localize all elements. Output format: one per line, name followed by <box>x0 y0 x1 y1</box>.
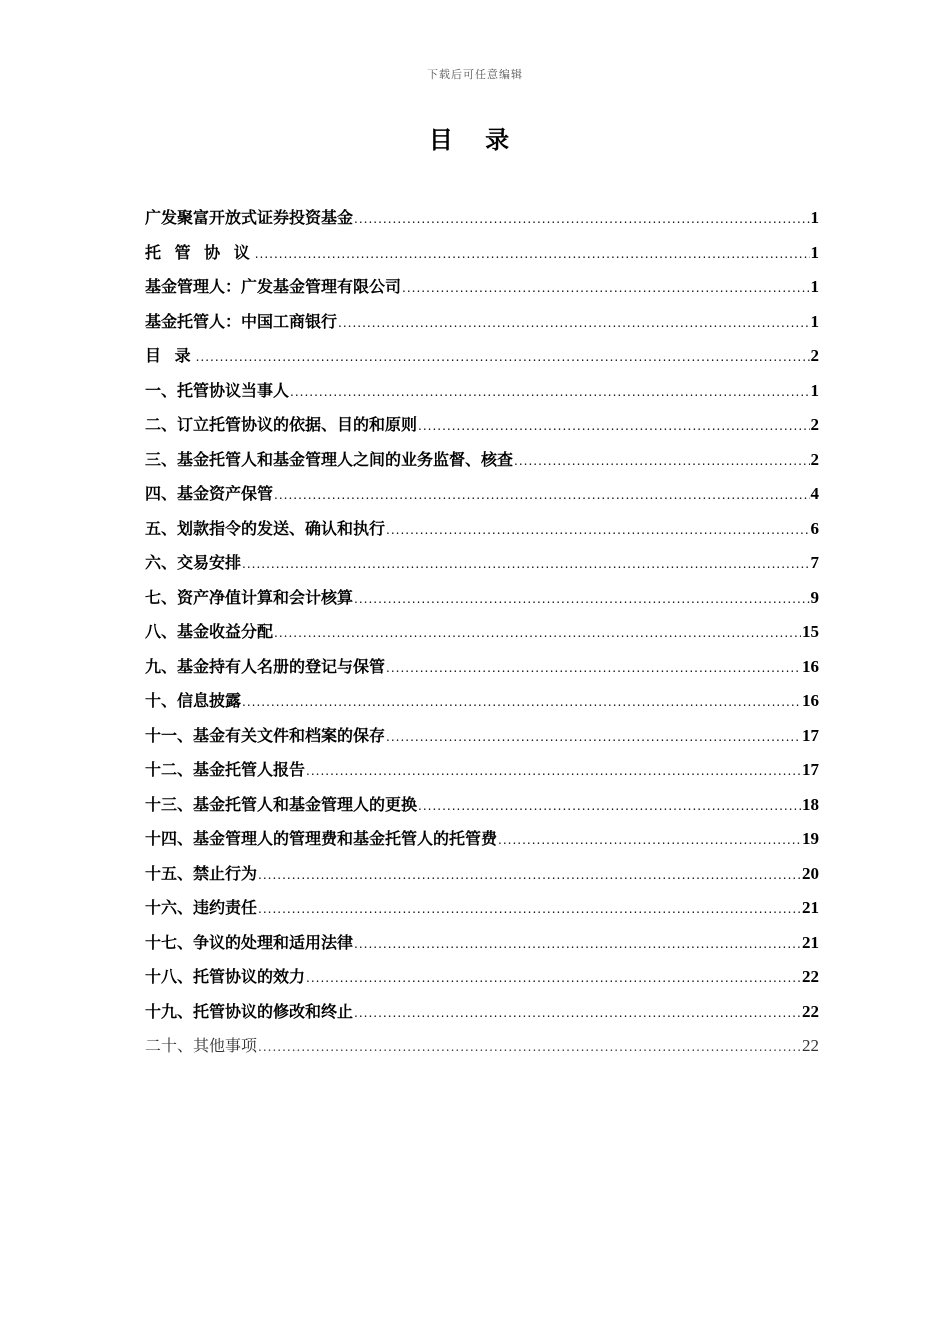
toc-entry-label: 一、托管协议当事人 <box>145 380 290 400</box>
toc-entry[interactable] <box>145 960 819 995</box>
dot-leader <box>258 1030 801 1065</box>
dot-leader <box>242 685 801 720</box>
dot-leader <box>354 582 809 617</box>
toc-entry[interactable] <box>145 374 819 409</box>
toc-entry-label: 十九、托管协议的修改和终止 <box>145 1001 354 1021</box>
toc-entry-page: 15 <box>802 622 819 641</box>
toc-entry-page: 2 <box>810 415 819 434</box>
toc-entry[interactable] <box>145 270 819 305</box>
dot-leader <box>274 616 801 651</box>
page-title: 目 录 <box>428 125 522 154</box>
toc-entry[interactable] <box>145 891 819 926</box>
toc-entry-page: 1 <box>810 380 819 400</box>
toc-entry-page: 1 <box>810 208 819 227</box>
toc-entry-label: 九、基金持有人名册的登记与保管 <box>145 656 386 676</box>
toc-entry-page: 2 <box>810 346 819 365</box>
toc-entry[interactable] <box>145 995 819 1030</box>
toc-entry-page: 17 <box>802 725 819 745</box>
toc-entry-label: 基金管理人：广发基金管理有限公司 <box>145 277 402 296</box>
toc-entry[interactable] <box>145 443 819 478</box>
toc-entry-page: 22 <box>802 1036 819 1055</box>
toc-entry-label: 十八、托管协议的效力 <box>145 967 306 986</box>
toc-entry[interactable] <box>145 477 819 512</box>
toc-entry[interactable] <box>145 684 819 719</box>
toc-entry-label: 目 录 <box>145 346 195 365</box>
toc-entry[interactable] <box>145 650 819 685</box>
toc-entry-label: 十二、基金托管人报告 <box>145 760 306 779</box>
toc-entry-page: 22 <box>802 967 819 986</box>
toc-entry-label: 四、基金资产保管 <box>145 484 274 503</box>
toc-entry-page: 20 <box>802 863 819 883</box>
toc-entry-label: 三、基金托管人和基金管理人之间的业务监督、核查 <box>145 449 514 469</box>
dot-leader <box>354 202 809 237</box>
toc-entry[interactable] <box>145 339 819 374</box>
toc-entry[interactable] <box>145 512 819 547</box>
toc-entry-label: 十五、禁止行为 <box>145 863 258 883</box>
dot-leader <box>196 340 810 375</box>
dot-leader <box>354 927 801 962</box>
toc-entry-page: 7 <box>810 553 819 572</box>
dot-leader <box>386 720 801 755</box>
toc-entry-page: 21 <box>802 898 819 917</box>
toc-entry-page: 18 <box>802 794 819 814</box>
toc-entry[interactable] <box>145 753 819 788</box>
toc-entry-label: 十、信息披露 <box>145 691 242 710</box>
toc-entry-page: 16 <box>802 656 819 676</box>
toc-entry-label: 二十、其他事项 <box>145 1036 258 1055</box>
toc-entry[interactable] <box>145 201 819 236</box>
table-of-contents <box>145 201 819 1064</box>
dot-leader <box>290 375 809 410</box>
toc-entry-page: 1 <box>810 277 819 296</box>
toc-entry-page: 9 <box>810 587 819 607</box>
dot-leader <box>386 651 801 686</box>
toc-entry[interactable] <box>145 926 819 961</box>
toc-entry[interactable] <box>145 822 819 857</box>
toc-entry-label: 十七、争议的处理和适用法律 <box>145 932 354 952</box>
toc-entry-label: 七、资产净值计算和会计核算 <box>145 587 354 607</box>
dot-leader <box>338 306 809 341</box>
dot-leader <box>306 961 801 996</box>
toc-entry-page: 16 <box>802 691 819 710</box>
toc-entry-label: 二、订立托管协议的依据、目的和原则 <box>145 415 418 434</box>
toc-entry-page: 1 <box>810 242 819 262</box>
toc-entry-label: 六、交易安排 <box>145 553 242 572</box>
dot-leader <box>354 996 801 1031</box>
toc-entry[interactable] <box>145 615 819 650</box>
dot-leader <box>498 823 801 858</box>
toc-entry-page: 17 <box>802 760 819 779</box>
header-note: 下载后可任意编辑 <box>427 68 523 81</box>
dot-leader <box>242 547 809 582</box>
toc-entry[interactable] <box>145 546 819 581</box>
toc-entry-page: 2 <box>810 449 819 469</box>
dot-leader <box>418 409 809 444</box>
dot-leader <box>258 892 801 927</box>
toc-entry-label: 基金托管人：中国工商银行 <box>145 311 338 331</box>
toc-entry-page: 21 <box>802 932 819 952</box>
toc-entry-page: 4 <box>810 484 819 503</box>
toc-entry[interactable] <box>145 305 819 340</box>
toc-entry[interactable] <box>145 1029 819 1064</box>
dot-leader <box>514 444 809 479</box>
toc-entry[interactable] <box>145 719 819 754</box>
toc-entry-page: 22 <box>802 1001 819 1021</box>
dot-leader <box>258 858 801 893</box>
dot-leader <box>418 789 801 824</box>
toc-entry-label: 十一、基金有关文件和档案的保存 <box>145 725 386 745</box>
toc-entry[interactable] <box>145 236 819 271</box>
toc-entry-label: 五、划款指令的发送、确认和执行 <box>145 518 386 538</box>
toc-entry-page: 19 <box>802 829 819 848</box>
toc-entry[interactable] <box>145 581 819 616</box>
toc-entry[interactable] <box>145 857 819 892</box>
toc-entry-label: 托 管 协 议 <box>145 242 254 262</box>
toc-entry-label: 十三、基金托管人和基金管理人的更换 <box>145 794 418 814</box>
toc-entry-label: 八、基金收益分配 <box>145 622 274 641</box>
toc-entry-label: 广发聚富开放式证券投资基金 <box>145 208 354 227</box>
toc-entry-label: 十四、基金管理人的管理费和基金托管人的托管费 <box>145 829 498 848</box>
dot-leader <box>386 513 809 548</box>
dot-leader <box>306 754 801 789</box>
toc-entry-page: 1 <box>810 311 819 331</box>
toc-entry[interactable] <box>145 408 819 443</box>
dot-leader <box>402 271 809 306</box>
dot-leader <box>274 478 809 513</box>
dot-leader <box>255 237 810 272</box>
toc-entry-label: 十六、违约责任 <box>145 898 258 917</box>
toc-entry[interactable] <box>145 788 819 823</box>
toc-entry-page: 6 <box>810 518 819 538</box>
